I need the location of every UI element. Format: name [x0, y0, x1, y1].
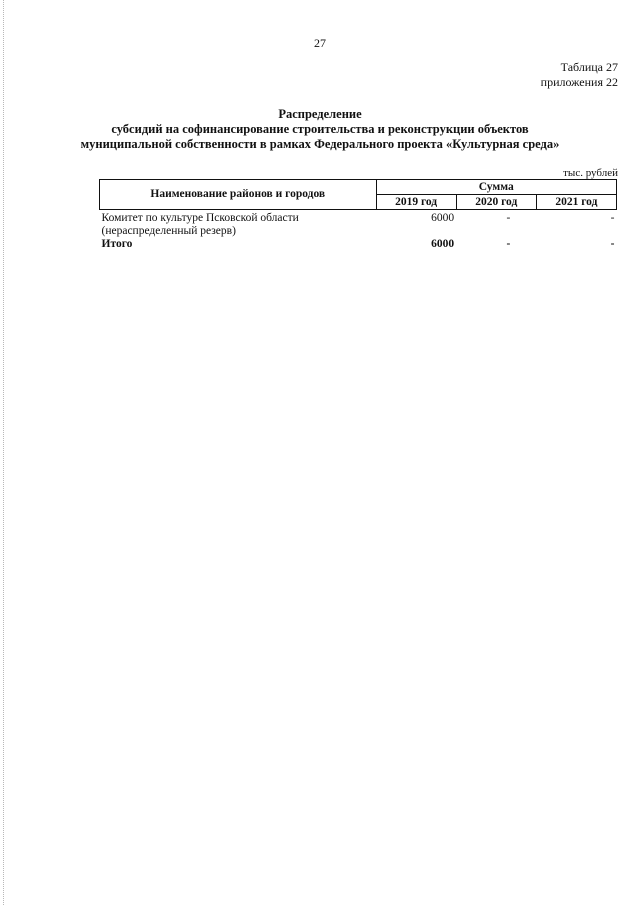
page-number: 27	[314, 36, 326, 50]
header-sum: Сумма	[376, 180, 616, 195]
title-line3: муниципальной собственности в рамках Федерального проекта «Культурная среда»	[80, 137, 560, 151]
table-reference	[541, 60, 618, 90]
units-label: тыс. рублей	[563, 167, 618, 179]
row-name-line1: Комитет по культуре Псковской области	[101, 212, 299, 224]
row-value-2021: -	[610, 212, 615, 224]
scan-edge	[3, 0, 4, 905]
table-ref-line1: Таблица 27	[560, 60, 618, 74]
total-value-2019: 6000	[431, 238, 455, 250]
title-line2: субсидий на софинансирование строительства и реконструкции объектов	[111, 122, 529, 136]
total-name: Итого	[101, 238, 133, 250]
header-2021: 2021 год	[536, 195, 616, 210]
total-value-2020: -	[506, 238, 511, 250]
header-2020: 2020 год	[456, 195, 536, 210]
row-name	[100, 210, 377, 239]
row-value-2020: -	[506, 212, 511, 224]
subsidy-table	[99, 179, 617, 251]
row-value-2019: 6000	[431, 212, 455, 224]
table-ref-line2: приложения 22	[540, 75, 618, 89]
total-value-2021: -	[610, 238, 615, 250]
title-line1: Распределение	[278, 107, 362, 121]
table-row	[100, 210, 617, 239]
header-row-1	[100, 180, 617, 195]
total-row	[100, 238, 617, 251]
header-2019: 2019 год	[376, 195, 456, 210]
row-name-line2: (нераспределенный резерв)	[101, 225, 236, 237]
document-title	[60, 107, 580, 152]
header-name: Наименование районов и городов	[100, 180, 377, 210]
